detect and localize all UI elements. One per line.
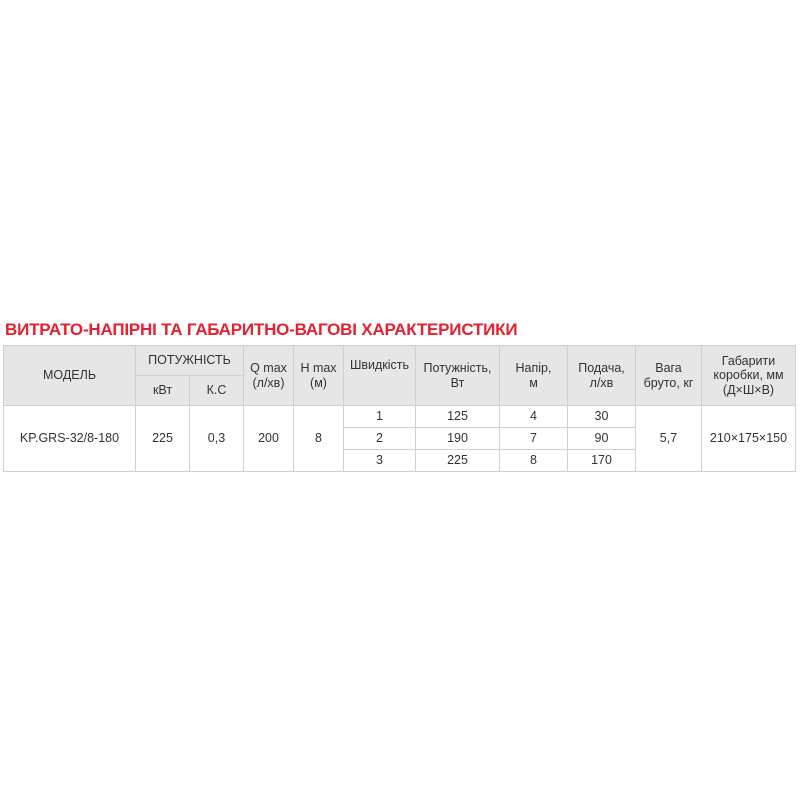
cell-h-max: 8 [294, 406, 344, 472]
cell-speed-power: 190 [416, 428, 500, 450]
col-header-power-kw: кВт [136, 376, 190, 406]
cell-flow: 170 [568, 450, 636, 472]
cell-q-max: 200 [244, 406, 294, 472]
cell-power-kw: 225 [136, 406, 190, 472]
cell-box-size: 210×175×150 [702, 406, 796, 472]
col-header-model: МОДЕЛЬ [4, 346, 136, 406]
col-header-power-ks: К.С [190, 376, 244, 406]
col-header-box-size: Габарити коробки, мм (Д×Ш×В) [702, 346, 796, 406]
col-header-weight: Вага бруто, кг [636, 346, 702, 406]
cell-speed: 3 [344, 450, 416, 472]
table-row [4, 406, 796, 428]
spec-table [3, 345, 796, 472]
cell-flow: 30 [568, 406, 636, 428]
cell-speed: 2 [344, 428, 416, 450]
col-header-speed: Швидкість [344, 346, 416, 406]
page-title: ВИТРАТО-НАПІРНІ ТА ГАБАРИТНО-ВАГОВІ ХАРАКТЕРИСТИКИ [5, 320, 518, 339]
cell-model: KP.GRS-32/8-180 [4, 406, 136, 472]
col-header-head: Напір, м [500, 346, 568, 406]
cell-head: 4 [500, 406, 568, 428]
cell-power-ks: 0,3 [190, 406, 244, 472]
header-row-1 [4, 346, 796, 376]
cell-speed: 1 [344, 406, 416, 428]
cell-head: 7 [500, 428, 568, 450]
cell-weight: 5,7 [636, 406, 702, 472]
cell-speed-power: 125 [416, 406, 500, 428]
col-header-q-max: Q max (л/хв) [244, 346, 294, 406]
col-header-h-max: H max (м) [294, 346, 344, 406]
cell-head: 8 [500, 450, 568, 472]
col-header-speed-power: Потужність, Вт [416, 346, 500, 406]
cell-speed-power: 225 [416, 450, 500, 472]
col-header-flow: Подача, л/хв [568, 346, 636, 406]
cell-flow: 90 [568, 428, 636, 450]
col-header-power-group: ПОТУЖНІСТЬ [136, 346, 244, 376]
